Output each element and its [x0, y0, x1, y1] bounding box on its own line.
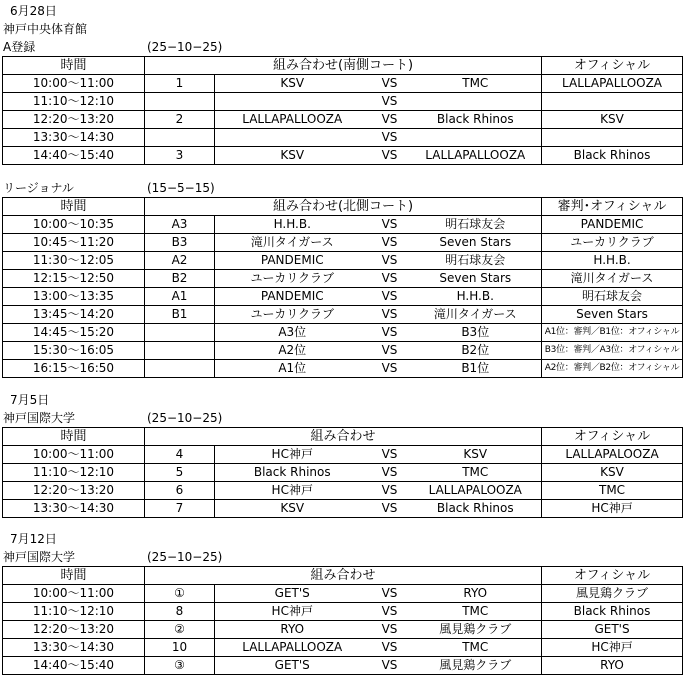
vs-cell: VS — [370, 111, 410, 129]
vs-cell: VS — [370, 657, 410, 675]
team2-cell: TMC — [410, 639, 542, 657]
table-row — [3, 639, 683, 657]
team1-cell: GET'S — [215, 585, 370, 603]
vs-cell: VS — [370, 129, 410, 147]
table-row — [3, 621, 683, 639]
schedule-table-regional — [2, 197, 683, 378]
table-row — [3, 500, 683, 518]
table-row — [3, 482, 683, 500]
table-row — [3, 93, 683, 111]
vs-cell: VS — [370, 621, 410, 639]
match-number-cell: ③ — [145, 657, 215, 675]
vs-cell: VS — [370, 639, 410, 657]
header-time: 時間 — [3, 198, 145, 216]
time-cell: 13:30～14:30 — [3, 500, 145, 518]
time-cell: 13:30～14:30 — [3, 639, 145, 657]
time-cell: 10:00～11:00 — [3, 585, 145, 603]
section-format-jul12: (25−10−25) — [147, 550, 223, 564]
match-number-cell: B2 — [145, 270, 215, 288]
team1-cell: A3位 — [215, 324, 370, 342]
official-cell: RYO — [542, 657, 683, 675]
team1-cell: ユーカリクラブ — [215, 306, 370, 324]
section-label-regional: リージョナル — [3, 181, 74, 195]
official-cell: 風見鶏クラブ — [542, 585, 683, 603]
match-number-cell — [145, 342, 215, 360]
official-cell: 滝川タイガース — [542, 270, 683, 288]
official-cell: Seven Stars — [542, 306, 683, 324]
team2-cell: B2位 — [410, 342, 542, 360]
team1-cell — [215, 129, 370, 147]
match-number-cell: 7 — [145, 500, 215, 518]
header-official: オフィシャル — [542, 57, 683, 75]
team2-cell: Black Rhinos — [410, 111, 542, 129]
schedule-table-jul12 — [2, 566, 683, 675]
official-cell: H.H.B. — [542, 252, 683, 270]
vs-cell: VS — [370, 446, 410, 464]
vs-cell: VS — [370, 482, 410, 500]
time-cell: 15:30～16:05 — [3, 342, 145, 360]
team1-cell: KSV — [215, 147, 370, 165]
vs-cell: VS — [370, 603, 410, 621]
date-heading-jul5: 7月5日 — [10, 393, 50, 407]
team1-cell: RYO — [215, 621, 370, 639]
match-number-cell: B1 — [145, 306, 215, 324]
time-cell: 14:45～15:20 — [3, 324, 145, 342]
table-row — [3, 603, 683, 621]
team1-cell: GET'S — [215, 657, 370, 675]
vs-cell: VS — [370, 216, 410, 234]
match-number-cell — [145, 93, 215, 111]
team2-cell: RYO — [410, 585, 542, 603]
official-cell: GET'S — [542, 621, 683, 639]
match-number-cell — [145, 360, 215, 378]
header-official: 審判･オフィシャル — [542, 198, 683, 216]
vs-cell: VS — [370, 288, 410, 306]
schedule-table-a — [2, 56, 683, 165]
venue-heading-kobe-central: 神戸中央体育館 — [3, 22, 88, 36]
time-cell: 10:00～10:35 — [3, 216, 145, 234]
date-heading-jun28: 6月28日 — [10, 4, 57, 18]
official-cell: A2位：審判／B2位：オフィシャル — [542, 360, 683, 378]
vs-cell: VS — [370, 252, 410, 270]
time-cell: 11:10～12:10 — [3, 464, 145, 482]
team2-cell: LALLAPALOOZA — [410, 482, 542, 500]
team1-cell: A1位 — [215, 360, 370, 378]
table-row — [3, 252, 683, 270]
team1-cell: A2位 — [215, 342, 370, 360]
table-row — [3, 270, 683, 288]
official-cell: LALLAPALOOZA — [542, 446, 683, 464]
time-cell: 11:10～12:10 — [3, 603, 145, 621]
venue-heading-kobe-intl-1: 神戸国際大学 — [3, 411, 76, 425]
team2-cell: 滝川タイガース — [410, 306, 542, 324]
time-cell: 10:45～11:20 — [3, 234, 145, 252]
time-cell: 13:30～14:30 — [3, 129, 145, 147]
table-row — [3, 129, 683, 147]
vs-cell: VS — [370, 324, 410, 342]
table-row — [3, 111, 683, 129]
match-number-cell: 1 — [145, 75, 215, 93]
time-cell: 12:15～12:50 — [3, 270, 145, 288]
section-format-regional: (15−5−15) — [147, 181, 215, 195]
table-row — [3, 306, 683, 324]
vs-cell: VS — [370, 342, 410, 360]
team1-cell: KSV — [215, 75, 370, 93]
time-cell: 13:45～14:20 — [3, 306, 145, 324]
official-cell: ユーカリクラブ — [542, 234, 683, 252]
match-number-cell: 3 — [145, 147, 215, 165]
official-cell: A1位：審判／B1位：オフィシャル — [542, 324, 683, 342]
match-number-cell: B3 — [145, 234, 215, 252]
table-row — [3, 216, 683, 234]
time-cell: 12:20～13:20 — [3, 621, 145, 639]
header-official: オフィシャル — [542, 567, 683, 585]
header-row — [3, 57, 683, 75]
team2-cell: 明石球友会 — [410, 252, 542, 270]
section-format-a: (25−10−25) — [147, 40, 223, 54]
match-number-cell: A3 — [145, 216, 215, 234]
official-cell: HC神戸 — [542, 500, 683, 518]
team1-cell: 滝川タイガース — [215, 234, 370, 252]
table-row — [3, 657, 683, 675]
table-row — [3, 446, 683, 464]
time-cell: 12:20～13:20 — [3, 482, 145, 500]
time-cell: 16:15～16:50 — [3, 360, 145, 378]
official-cell: LALLAPALLOOZA — [542, 75, 683, 93]
time-cell: 10:00～11:00 — [3, 75, 145, 93]
time-cell: 14:40～15:40 — [3, 147, 145, 165]
team2-cell: B3位 — [410, 324, 542, 342]
match-number-cell: 2 — [145, 111, 215, 129]
time-cell: 12:20～13:20 — [3, 111, 145, 129]
time-cell: 11:10～12:10 — [3, 93, 145, 111]
header-matchup: 組み合わせ(南側コート) — [145, 57, 542, 75]
official-cell: PANDEMIC — [542, 216, 683, 234]
match-number-cell: A2 — [145, 252, 215, 270]
team2-cell: Seven Stars — [410, 270, 542, 288]
table-row — [3, 585, 683, 603]
official-cell — [542, 93, 683, 111]
match-number-cell — [145, 129, 215, 147]
team1-cell: ユーカリクラブ — [215, 270, 370, 288]
team2-cell — [410, 93, 542, 111]
match-number-cell — [145, 324, 215, 342]
table-row — [3, 360, 683, 378]
official-cell: KSV — [542, 111, 683, 129]
team2-cell: 風見鶏クラブ — [410, 621, 542, 639]
team2-cell: B1位 — [410, 360, 542, 378]
team2-cell: Seven Stars — [410, 234, 542, 252]
vs-cell: VS — [370, 585, 410, 603]
team2-cell: KSV — [410, 446, 542, 464]
table-row — [3, 75, 683, 93]
table-row — [3, 288, 683, 306]
vs-cell: VS — [370, 234, 410, 252]
time-cell: 11:30～12:05 — [3, 252, 145, 270]
team2-cell: LALLAPALLOOZA — [410, 147, 542, 165]
match-number-cell: ② — [145, 621, 215, 639]
time-cell: 13:00～13:35 — [3, 288, 145, 306]
vs-cell: VS — [370, 464, 410, 482]
vs-cell: VS — [370, 270, 410, 288]
header-official: オフィシャル — [542, 428, 683, 446]
team1-cell: HC神戸 — [215, 446, 370, 464]
header-row — [3, 567, 683, 585]
vs-cell: VS — [370, 500, 410, 518]
team1-cell: H.H.B. — [215, 216, 370, 234]
official-cell: B3位：審判／A3位：オフィシャル — [542, 342, 683, 360]
official-cell: Black Rhinos — [542, 603, 683, 621]
header-time: 時間 — [3, 57, 145, 75]
header-matchup: 組み合わせ — [145, 428, 542, 446]
official-cell: KSV — [542, 464, 683, 482]
team2-cell — [410, 129, 542, 147]
vs-cell: VS — [370, 75, 410, 93]
header-time: 時間 — [3, 567, 145, 585]
header-matchup: 組み合わせ(北側コート) — [145, 198, 542, 216]
match-number-cell: 6 — [145, 482, 215, 500]
match-number-cell: 5 — [145, 464, 215, 482]
header-matchup: 組み合わせ — [145, 567, 542, 585]
header-row — [3, 198, 683, 216]
team1-cell: PANDEMIC — [215, 252, 370, 270]
table-row — [3, 342, 683, 360]
team2-cell: TMC — [410, 603, 542, 621]
team1-cell — [215, 93, 370, 111]
schedule-table-jul5 — [2, 427, 683, 518]
team1-cell: KSV — [215, 500, 370, 518]
header-row — [3, 428, 683, 446]
section-label-a: A登録 — [3, 40, 36, 54]
team2-cell: Black Rhinos — [410, 500, 542, 518]
venue-heading-kobe-intl-2: 神戸国際大学 — [3, 550, 76, 564]
official-cell: 明石球友会 — [542, 288, 683, 306]
table-row — [3, 464, 683, 482]
vs-cell: VS — [370, 306, 410, 324]
team1-cell: LALLAPALLOOZA — [215, 111, 370, 129]
header-time: 時間 — [3, 428, 145, 446]
table-row — [3, 147, 683, 165]
match-number-cell: 8 — [145, 603, 215, 621]
match-number-cell: A1 — [145, 288, 215, 306]
match-number-cell: ① — [145, 585, 215, 603]
official-cell: HC神戸 — [542, 639, 683, 657]
table-row — [3, 234, 683, 252]
team1-cell: HC神戸 — [215, 482, 370, 500]
table-row — [3, 324, 683, 342]
team2-cell: TMC — [410, 464, 542, 482]
team1-cell: PANDEMIC — [215, 288, 370, 306]
team1-cell: Black Rhinos — [215, 464, 370, 482]
official-cell: Black Rhinos — [542, 147, 683, 165]
time-cell: 10:00～11:00 — [3, 446, 145, 464]
section-format-jul5: (25−10−25) — [147, 411, 223, 425]
match-number-cell: 10 — [145, 639, 215, 657]
official-cell — [542, 129, 683, 147]
team2-cell: 風見鶏クラブ — [410, 657, 542, 675]
team2-cell: H.H.B. — [410, 288, 542, 306]
team1-cell: LALLAPALLOOZA — [215, 639, 370, 657]
team1-cell: HC神戸 — [215, 603, 370, 621]
vs-cell: VS — [370, 147, 410, 165]
vs-cell: VS — [370, 93, 410, 111]
official-cell: TMC — [542, 482, 683, 500]
vs-cell: VS — [370, 360, 410, 378]
team2-cell: 明石球友会 — [410, 216, 542, 234]
time-cell: 14:40～15:40 — [3, 657, 145, 675]
match-number-cell: 4 — [145, 446, 215, 464]
date-heading-jul12: 7月12日 — [10, 532, 57, 546]
team2-cell: TMC — [410, 75, 542, 93]
